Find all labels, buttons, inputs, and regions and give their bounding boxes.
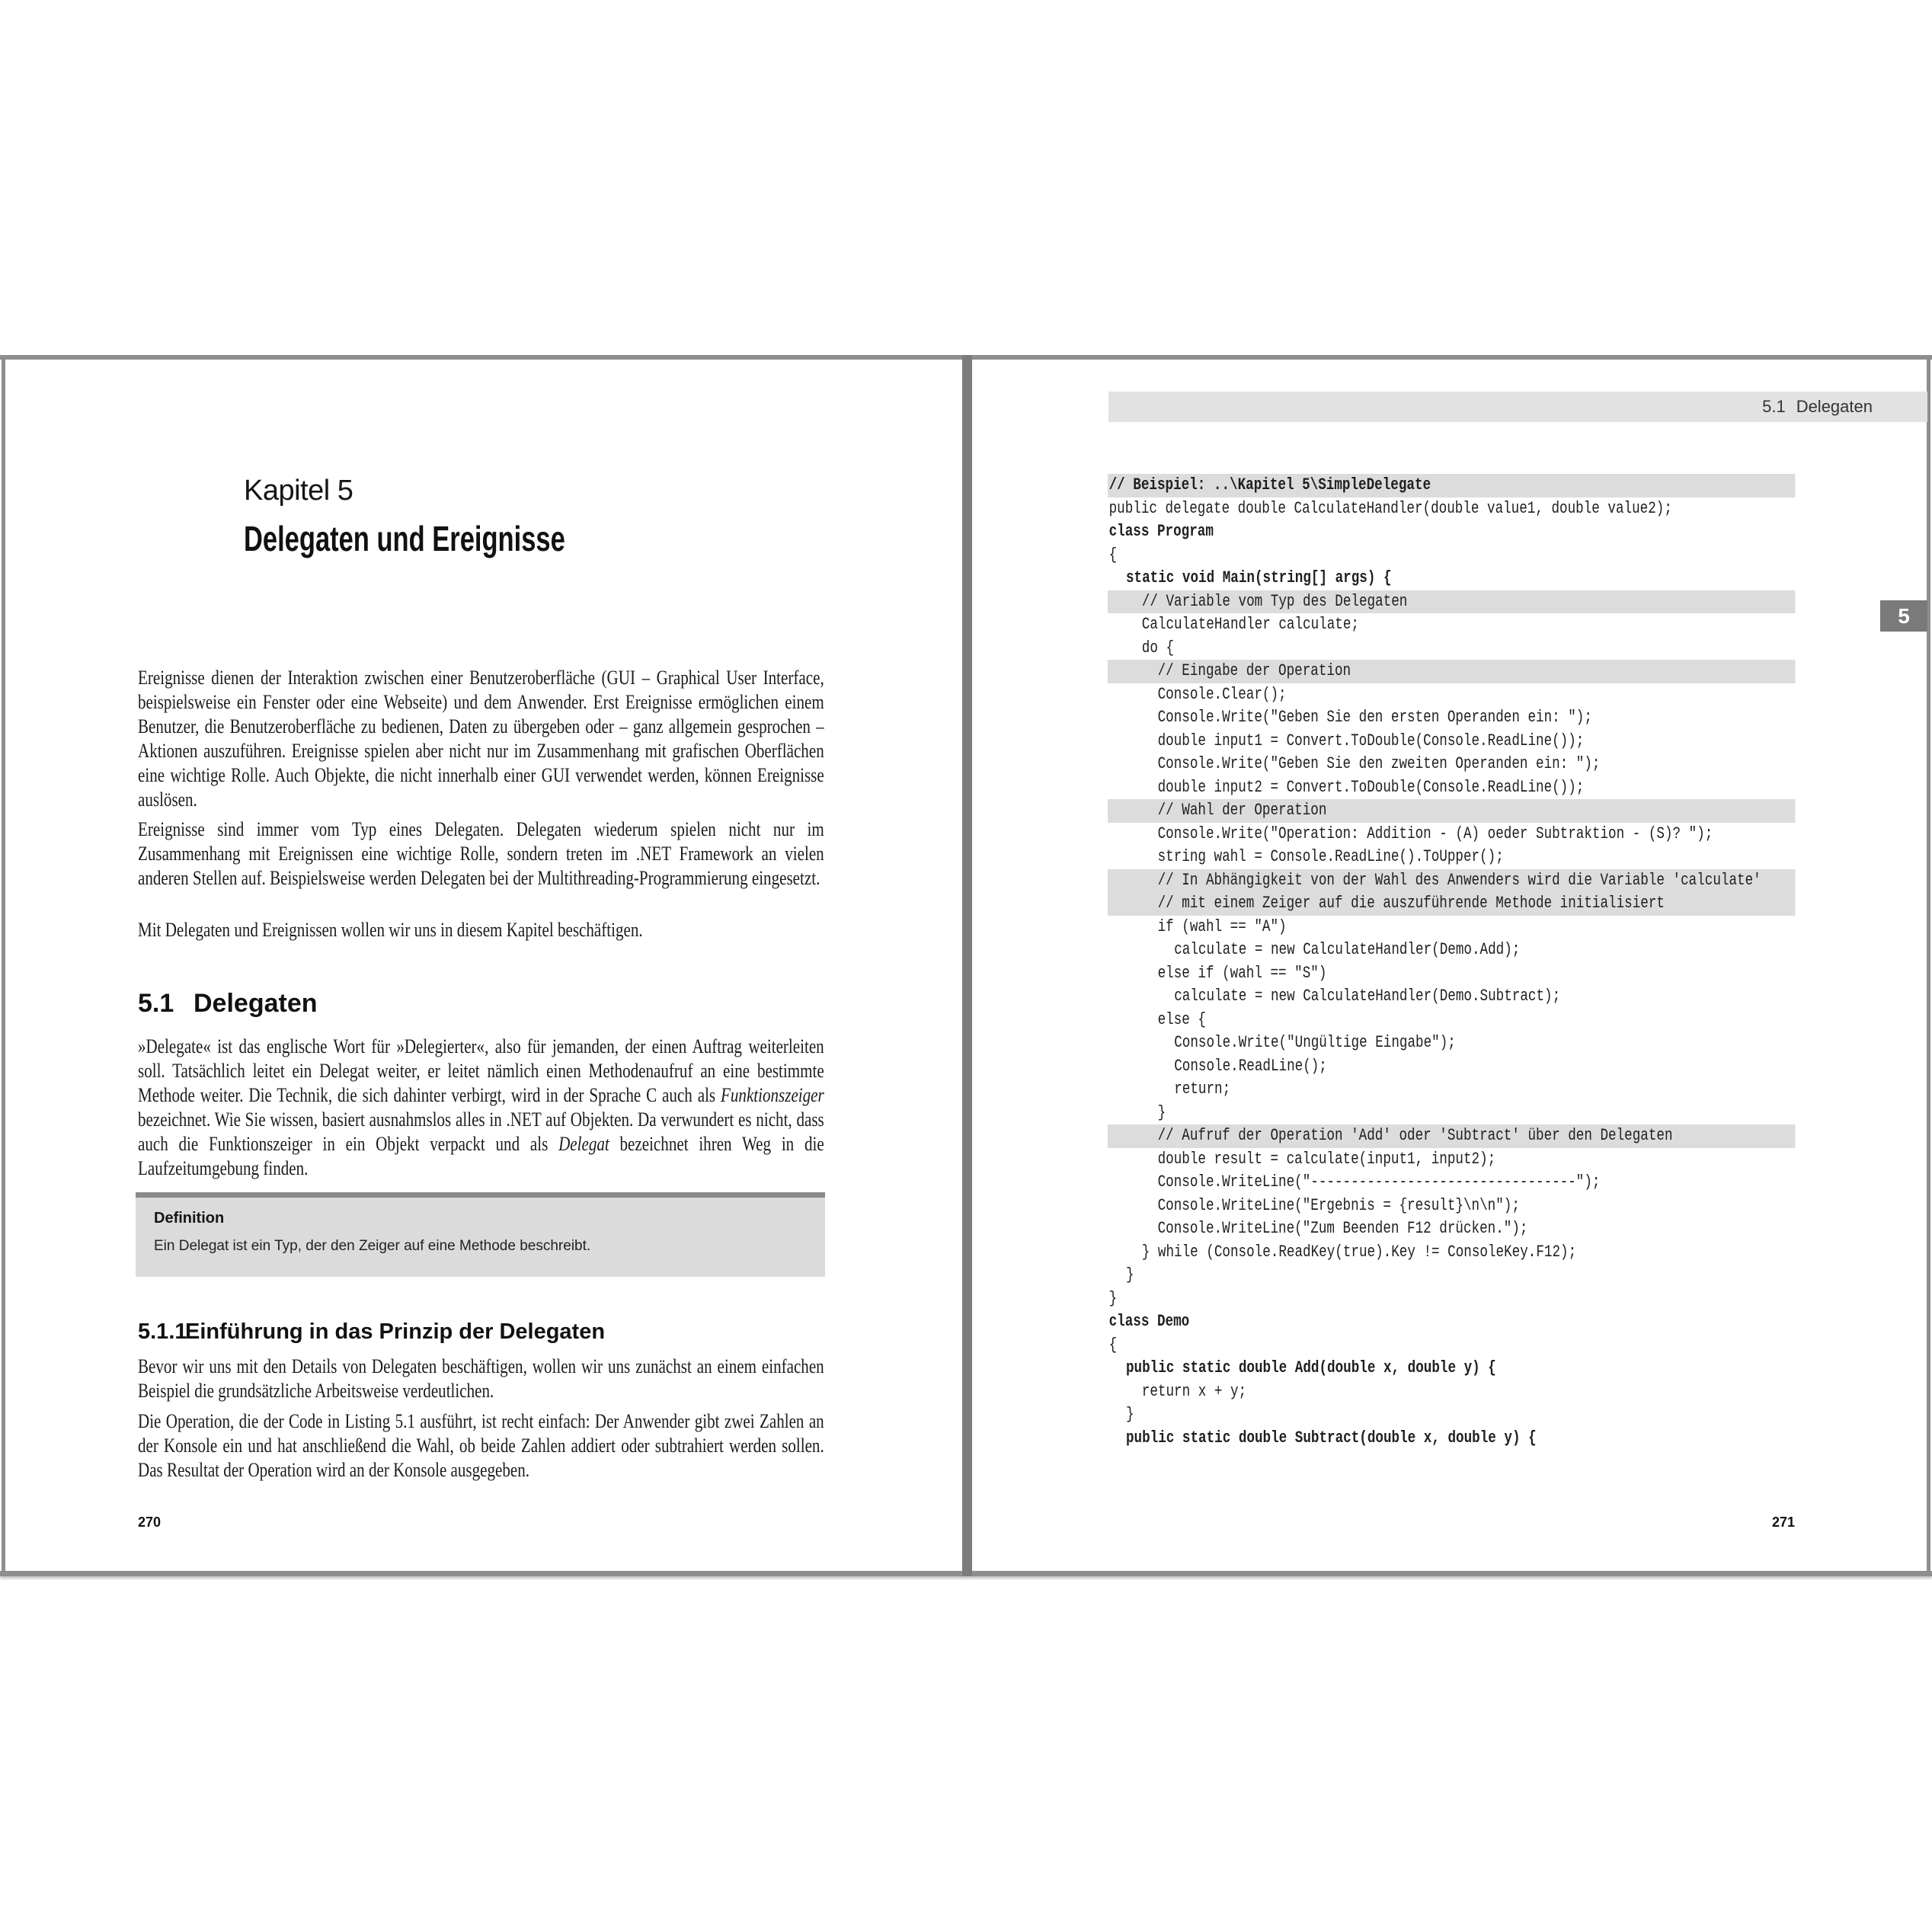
running-header-title: Delegaten [1796, 397, 1873, 416]
code-line: public static double Add(double x, double y) { [1126, 1358, 1496, 1377]
code-line: Console.Write("Operation: Addition - (A) oeder Subtraktion - (S)? "); [1157, 824, 1713, 843]
section-title: Delegaten [194, 989, 318, 1018]
code-line: Console.Write("Geben Sie den zweiten Operanden ein: "); [1157, 754, 1601, 773]
code-line: calculate = new CalculateHandler(Demo.Subtract); [1174, 987, 1561, 1006]
running-header-number: 5.1 [1762, 397, 1786, 416]
code-line: { [1108, 1335, 1118, 1355]
body-paragraph: Bevor wir uns mit den Details von Delegaten beschäftigen, wollen wir uns zunächst an einem einfachen Beispiel die grundsätzliche Arbeitsweise verdeutlichen. [138, 1355, 824, 1402]
body-paragraph: Ereignisse sind immer vom Typ eines Delegaten. Delegaten wiederum spielen nicht nur im Zusammenhang mit Ereignissen eine wichtige Rolle, sondern treten im .NET Framework an vielen anderen Stellen auf. Beispielsweise werden Delegaten bei der Multithreading-Programmierung eingesetzt. [138, 818, 824, 889]
code-line: double result = calculate(input1, input2); [1157, 1149, 1496, 1169]
page-frame-right [1927, 355, 1930, 1576]
code-line: public delegate double CalculateHandler(double value1, double value2); [1108, 498, 1672, 518]
body-paragraph: Die Operation, die der Code in Listing 5.1 ausführt, ist recht einfach: Der Anwender gibt zwei Zahlen an der Konsole ein und hat anschließend die Wahl, ob beide Zahlen addiert oder subtrahiert werden sollen. Das Resultat der Operation wird an der Konsole ausgegeben. [138, 1410, 824, 1481]
code-line: else { [1157, 1009, 1206, 1029]
page-frame-left [2, 355, 5, 1576]
definition-body [136, 1198, 825, 1277]
code-line: } [1108, 1288, 1118, 1308]
code-line: } [1126, 1265, 1134, 1284]
subsection-number: 5.1.1 [138, 1319, 187, 1344]
code-comment-line: // Aufruf der Operation 'Add' oder 'Subtract' über den Delegaten [1108, 1124, 1795, 1148]
code-line: Console.WriteLine("Ergebnis = {result}\n\n"); [1157, 1195, 1520, 1215]
chapter-title: Delegaten und Ereignisse [244, 519, 565, 558]
definition-text: Ein Delegat ist ein Typ, der den Zeiger auf eine Methode beschreibt. [154, 1238, 591, 1254]
section-heading [138, 988, 318, 1019]
code-listing [1108, 474, 1795, 1450]
definition-box [136, 1192, 825, 1277]
code-line: return; [1174, 1080, 1231, 1099]
code-line: string wahl = Console.ReadLine().ToUpper(); [1157, 847, 1504, 866]
code-comment-line: // In Abhängigkeit von der Wahl des Anwenders wird die Variable 'calculate' [1108, 869, 1795, 893]
code-line: } [1157, 1102, 1166, 1122]
definition-rule [136, 1192, 825, 1198]
code-line: Console.WriteLine("Zum Beenden F12 drücken."); [1157, 1219, 1528, 1238]
code-comment-line: // mit einem Zeiger auf die auszuführende Methode initialisiert [1108, 892, 1795, 916]
code-line: } while (Console.ReadKey(true).Key != ConsoleKey.F12); [1141, 1242, 1577, 1262]
code-line: return x + y; [1141, 1381, 1247, 1401]
page-number-left: 270 [138, 1515, 162, 1530]
page-gutter-divider [962, 355, 972, 1576]
code-line: class Demo [1108, 1312, 1190, 1331]
code-line: { [1108, 545, 1118, 565]
chapter-number: Kapitel 5 [244, 475, 353, 507]
code-line: } [1126, 1405, 1134, 1424]
code-line: class Program [1108, 522, 1214, 541]
code-line: Console.WriteLine("---------------------------------"); [1157, 1172, 1601, 1192]
code-line: double input1 = Convert.ToDouble(Console.ReadLine()); [1157, 731, 1585, 750]
code-line: Console.Clear(); [1157, 684, 1287, 704]
subsection-heading [138, 1318, 605, 1345]
code-line: static void Main(string[] args) { [1126, 568, 1392, 587]
code-line: else if (wahl == "S") [1157, 963, 1327, 983]
definition-label: Definition [154, 1210, 225, 1227]
code-line: public static double Subtract(double x, double y) { [1126, 1428, 1537, 1447]
code-line: calculate = new CalculateHandler(Demo.Add); [1174, 940, 1521, 959]
code-line: Console.ReadLine(); [1174, 1056, 1327, 1076]
code-comment-line: // Wahl der Operation [1108, 799, 1795, 823]
body-paragraph: »Delegate« ist das englische Wort für »Delegierter«, also für jemanden, der einen Auftrag weiterleiten soll. Tatsächlich leitet ein Delegat weiter, er leitet nämlich einen Methodenaufruf an eine bestimmte Methode weiter. Die Technik, die sich dahinter verbirgt, wird in der Sprache C auch als Funktionszeiger bezeichnet. Wie Sie wissen, basiert ausnahmslos alles in .NET auf Objekten. Da verwundert es nicht, dass auch die Funktionszeiger in ein Objekt verpackt und als Delegat bezeichnet ihren Weg in die Laufzeitumgebung finden. [138, 1035, 824, 1179]
code-comment-line: // Variable vom Typ des Delegaten [1108, 590, 1795, 614]
code-line: double input2 = Convert.ToDouble(Console.ReadLine()); [1157, 777, 1585, 797]
running-header [1108, 392, 1927, 422]
code-line: do { [1141, 638, 1175, 657]
body-paragraph: Mit Delegaten und Ereignissen wollen wir uns in diesem Kapitel beschäftigen. [138, 919, 643, 941]
code-line: Console.Write("Geben Sie den ersten Operanden ein: "); [1157, 708, 1592, 727]
code-line: CalculateHandler calculate; [1141, 615, 1359, 634]
page-number-right: 271 [1771, 1515, 1795, 1530]
code-line: Console.Write("Ungültige Eingabe"); [1174, 1033, 1456, 1052]
code-comment-line: // Beispiel: ..\Kapitel 5\SimpleDelegate [1108, 474, 1795, 497]
code-comment-line: // Eingabe der Operation [1108, 660, 1795, 683]
section-number: 5.1 [138, 989, 174, 1018]
chapter-thumb-tab: 5 [1880, 600, 1927, 632]
subsection-title: Einführung in das Prinzip der Delegaten [185, 1319, 606, 1344]
code-line: if (wahl == "A") [1157, 916, 1287, 936]
body-paragraph: Ereignisse dienen der Interaktion zwischen einer Benutzeroberfläche (GUI – Graphical User Interface, beispielsweise ein Fenster oder eine Webseite) und dem Anwender. Erst Ereignisse ermöglichen einem Benutzer, die Benutzeroberfläche zu bedienen, Daten zu übergeben oder – ganz allgemein gesprochen – Aktionen auszuführen. Ereignisse spielen aber nicht nur im Zusammenhang mit grafischen Oberflächen eine wichtige Rolle. Auch Objekte, die nicht innerhalb einer GUI verwendet werden, können Ereignisse auslösen. [138, 667, 824, 811]
